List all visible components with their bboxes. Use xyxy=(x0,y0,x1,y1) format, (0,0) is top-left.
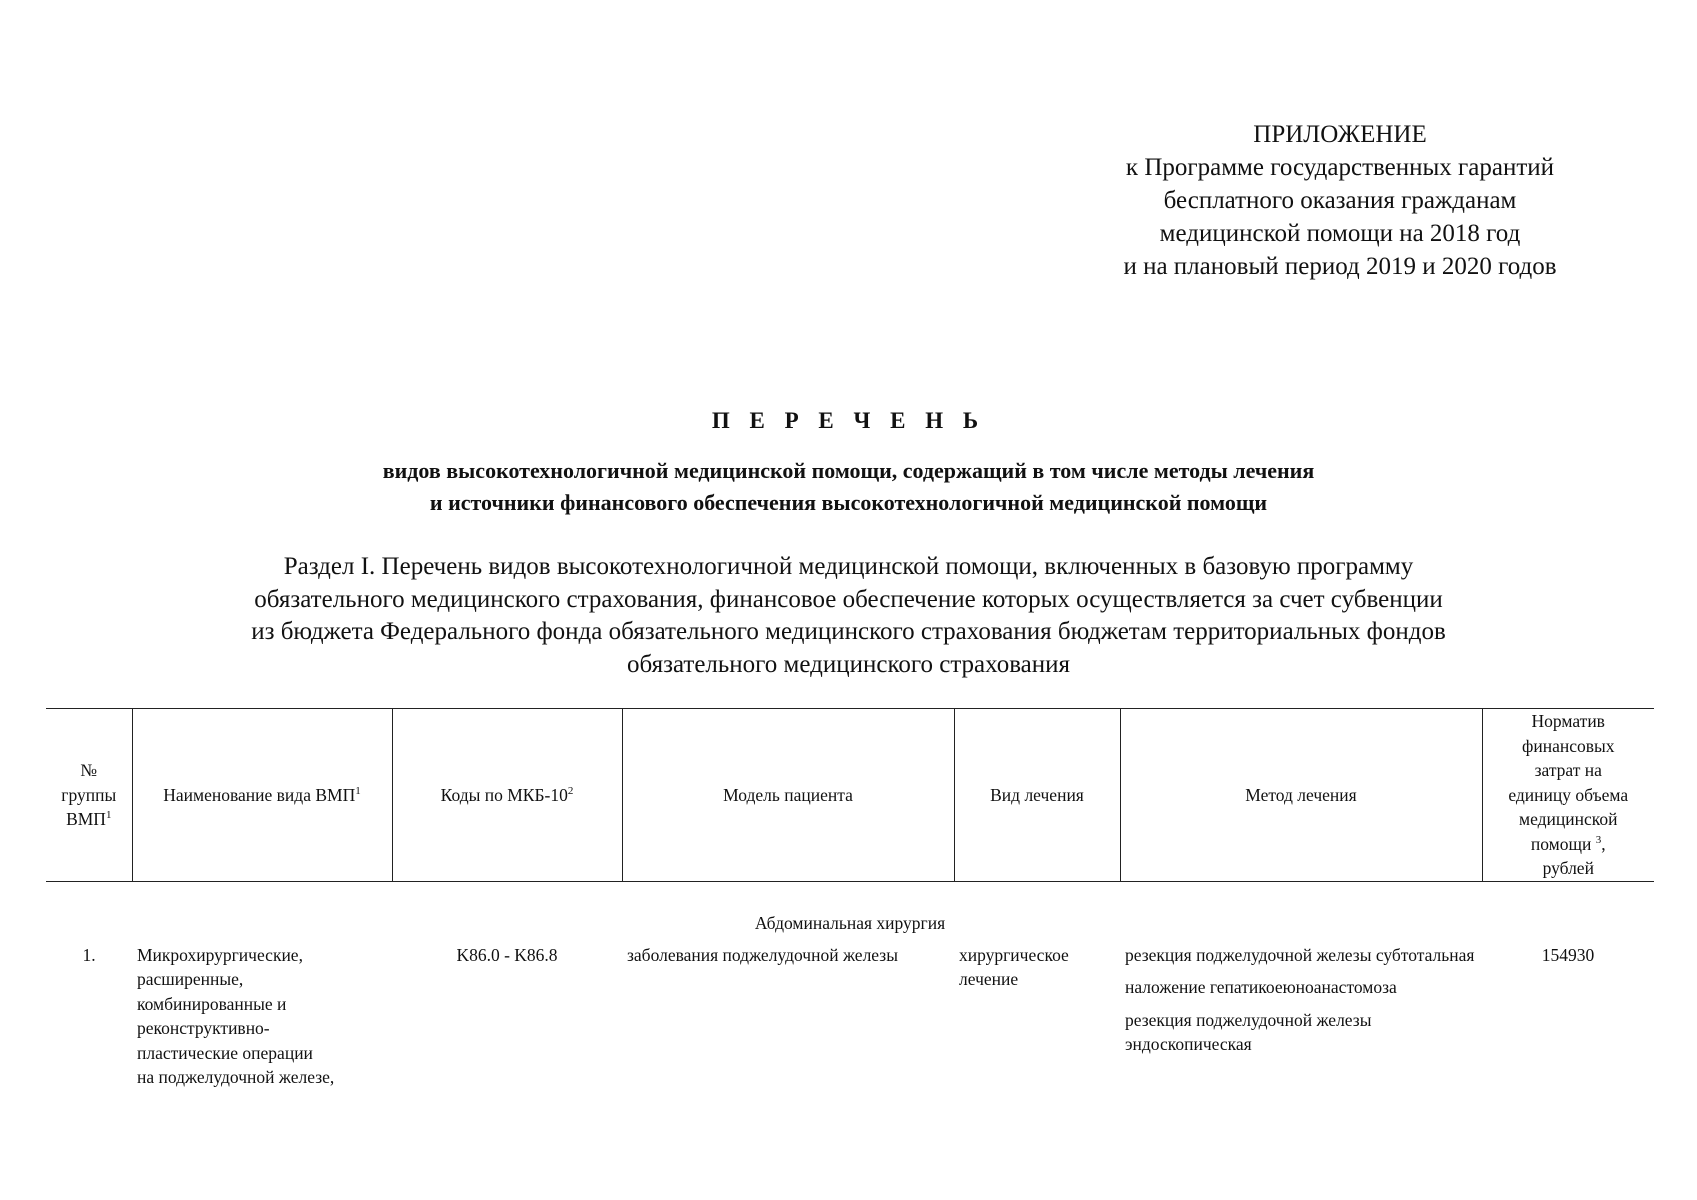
header-text: финансовых xyxy=(1522,735,1615,756)
subtitle-line: и источники финансового обеспечения высокотехнологичной медицинской помощи xyxy=(429,490,1268,515)
cell-patient-model: заболевания поджелудочной железы xyxy=(627,944,898,965)
appendix-line: бесплатного оказания гражданам xyxy=(1163,187,1517,214)
footnote-mark: 3 xyxy=(1595,833,1602,846)
cell-group-number: 1. xyxy=(82,944,96,965)
cell-text: расширенные, xyxy=(137,969,244,989)
section-line: из бюджета Федерального фонда обязательного медицинского страхования бюджетам территориальных фондов xyxy=(251,618,1446,645)
header-treatment-method xyxy=(1120,709,1482,882)
method-item: резекция поджелудочной железы субтотальная xyxy=(1125,944,1475,965)
appendix-block xyxy=(1080,118,1600,283)
header-text: помощи xyxy=(1530,833,1592,854)
cell-text: на поджелудочной железе, xyxy=(137,1067,335,1087)
header-text: рублей xyxy=(1542,858,1594,878)
footnote-mark: 1 xyxy=(105,809,112,822)
section-line: обязательного медицинского страхования xyxy=(626,650,1071,678)
vmp-table xyxy=(46,708,1654,1090)
cell-text: Микрохирургические, xyxy=(137,944,303,965)
group-title: Абдоминальная хирургия xyxy=(754,912,946,933)
header-group-number xyxy=(46,709,132,882)
appendix-line: медицинской помощи на 2018 год xyxy=(1159,220,1521,247)
cell-cost-norm: 154930 xyxy=(1541,944,1595,965)
table-row xyxy=(46,939,1654,1090)
header-text: Наименование вида ВМП xyxy=(163,784,356,805)
header-text: Метод лечения xyxy=(1245,784,1357,805)
cell-treatment-type xyxy=(954,939,1120,1090)
section-line: Раздел I. Перечень видов высокотехнологичной медицинской помощи, включенных в базовую программу xyxy=(283,553,1414,580)
method-item: наложение гепатикоеюноанастомоза xyxy=(1125,977,1397,997)
cell-icd-codes: K86.0 - K86.8 xyxy=(456,944,558,965)
table-group-row xyxy=(46,881,1654,939)
cell-text: реконструктивно- xyxy=(137,1018,270,1038)
header-icd-codes xyxy=(392,709,622,882)
header-text: ВМП xyxy=(66,809,106,829)
section-heading xyxy=(0,551,1697,681)
method-item: резекция поджелудочной железы эндоскопическая xyxy=(1125,1009,1372,1054)
section-line: обязательного медицинского страхования, финансовое обеспечение которых осуществляется за счет субвенции xyxy=(254,585,1443,613)
header-text: группы xyxy=(61,784,117,805)
header-text: затрат на xyxy=(1534,760,1602,780)
header-text: Норматив xyxy=(1531,711,1605,731)
header-text: Коды по МКБ-10 xyxy=(440,784,568,805)
header-text: , xyxy=(1601,833,1606,854)
footnote-mark: 2 xyxy=(567,784,574,797)
cell-vmp-name xyxy=(132,939,392,1090)
vmp-table-wrapper xyxy=(46,708,1654,1090)
appendix-line: к Программе государственных гарантий xyxy=(1125,154,1555,181)
appendix-line: и на плановый период 2019 и 2020 годов xyxy=(1123,253,1557,280)
cell-text: лечение xyxy=(959,969,1019,989)
header-text: единицу объема xyxy=(1508,784,1629,805)
document-title: П Е Р Е Ч Е Н Ь xyxy=(711,408,986,433)
header-text: медицинской xyxy=(1519,809,1618,829)
cell-text: комбинированные и xyxy=(137,993,287,1014)
document-subtitle xyxy=(0,455,1697,519)
cell-text: хирургическое xyxy=(959,944,1069,965)
table-header xyxy=(46,709,1654,882)
footnote-mark: 1 xyxy=(355,784,361,797)
subtitle-line: видов высокотехнологичной медицинской помощи, содержащий в том числе методы лечения xyxy=(382,458,1315,483)
header-cost-norm xyxy=(1482,709,1654,882)
appendix-heading: ПРИЛОЖЕНИЕ xyxy=(1253,121,1427,148)
header-vmp-name xyxy=(132,709,392,882)
cell-treatment-method xyxy=(1120,939,1482,1090)
header-text: № xyxy=(80,760,98,780)
header-text: Модель пациента xyxy=(723,784,853,805)
header-patient-model xyxy=(622,709,954,882)
header-text: Вид лечения xyxy=(990,784,1084,805)
header-treatment-type xyxy=(954,709,1120,882)
cell-text: пластические операции xyxy=(137,1042,313,1063)
